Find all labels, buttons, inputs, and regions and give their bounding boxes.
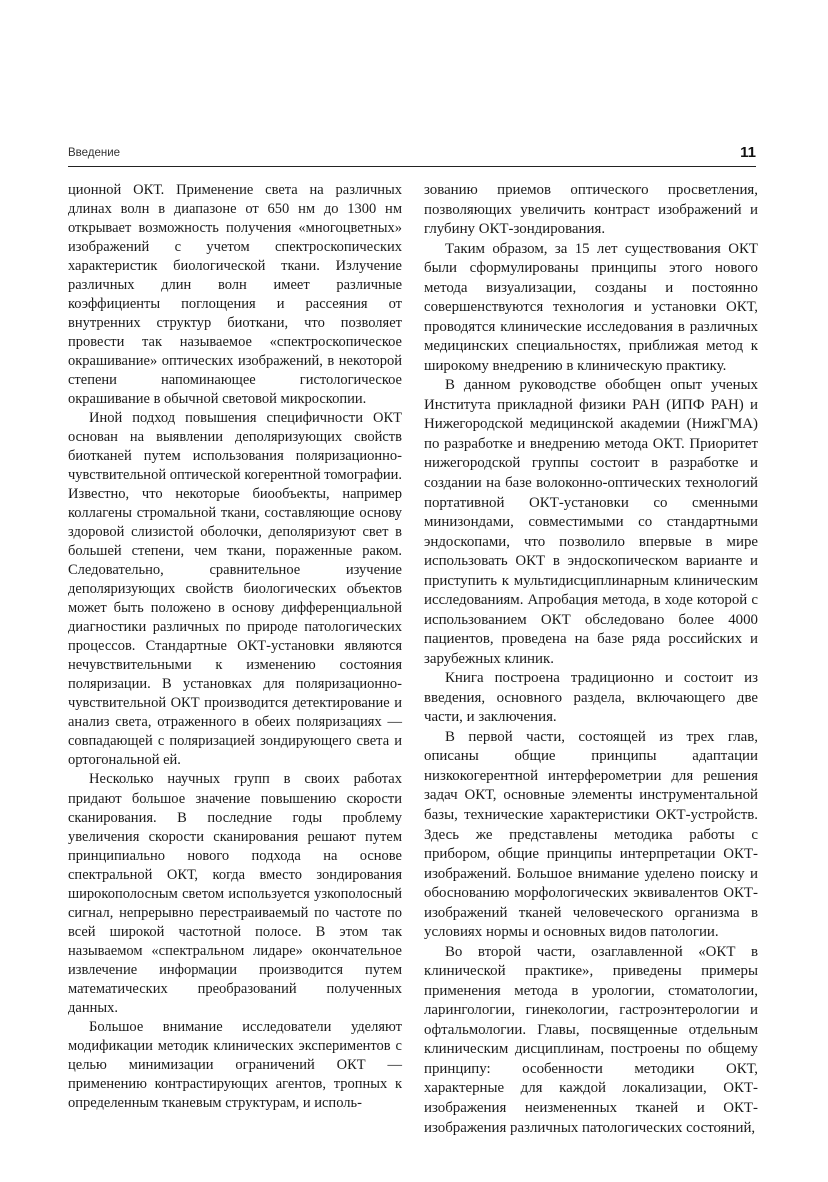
paragraph: Несколько научных групп в своих работах придают большое значение повышению скорости сканирования. В последние годы проблему увеличения скорости сканирования решают путем принципиально нового подхода на основе спектральной ОКТ, когда вместо зондирования широкополосным светом используется узкополосный сигнал, непрерывно перестраиваемый по частоте по всей широкой частотной полосе. В этом так называемом «спектральном лидаре» окончательное извлечение информации производится путем математических преобразований полученных данных. bbox=[68, 771, 402, 1016]
running-title: Введение bbox=[68, 147, 121, 159]
paragraph: Иной подход повышения специфичности ОКТ основан на выявлении деполяризующих свойств биотканей путем использования поляризационно-чувствительной оптической когерентной томографии. Известно, что некоторые биообъекты, например коллагены стромальной ткани, составляющие основу здоровой слизистой оболочки, деполяризуют свет в большей степени, чем ткани, пораженные раком. Следовательно, сравнительное изучение деполяризующих свойств биологических объектов может быть положено в основу дифференциальной диагностики различных по природе патологических процессов. Стандартные ОКТ-установки являются нечувствительными к изменению состояния поляризации. В установках для поляризационно-чувствительной ОКТ производится детектирование и анализ света, отраженного в обеих поляризациях — совпадающей с поляризацией зондирующего света и ортогональной ей. bbox=[68, 410, 402, 769]
paragraph: зованию приемов оптического просветления, позволяющих увеличить контраст изображений и глубину ОКТ-зондирования. bbox=[424, 182, 758, 238]
body-columns bbox=[68, 181, 758, 1136]
paragraph: В данном руководстве обобщен опыт ученых Института прикладной физики РАН (ИПФ РАН) и Нижегородской медицинской академии (НижГМА) по разработке и внедрению метода ОКТ. Приоритет нижегородской группы состоит в разработке и создании на базе волоконно-оптических технологий портативной ОКТ-установки со сменными минизондами, совместимыми со стандартными эндоскопами, что позволило впервые в мире использовать ОКТ в эндоскопическом варианте и приступить к мультидисциплинарным клиническим исследованиям. Апробация метода, в ходе которой с использованием ОКТ обследовано более 4000 пациентов, проведена на базе ряда российских и зарубежных клиник. bbox=[424, 377, 758, 667]
page-header bbox=[68, 144, 756, 164]
paragraph: ционной ОКТ. Применение света на различных длинах волн в диапазоне от 650 нм до 1300 нм открывает возможность получения «многоцветных» изображений с учетом спектроскопических характеристик биологической ткани. Излучение различных длин волн имеет различные коэффициенты поглощения и рассеяния от внутренних структур биоткани, что позволяет провести так называемое «спектроскопическое окрашивание» оптических изображений, в некоторой степени напоминающее гистологическое окрашивание в обычной световой микроскопии. bbox=[68, 182, 402, 408]
paragraph: Во второй части, озаглавленной «ОКТ в клинической практике», приведены примеры применения метода в урологии, стоматологии, ларингологии, гинекологии, гастроэнтерологии и офтальмологии. Главы, посвященные отдельным клиническим дисциплинам, построены по общему принципу: особенности методики ОКТ, характерные для каждой локализации, ОКТ-изображения неизмененных тканей и ОКТ-изображения различных патологических состояний, bbox=[424, 943, 758, 1136]
paragraph: Таким образом, за 15 лет существования ОКТ были сформулированы принципы этого нового метода визуализации, созданы и постоянно совершенствуются технология и установки ОКТ, проводятся клинические исследования в различных медицинских специальностях, приближая метод к широкому внедрению в клиническую практику. bbox=[424, 240, 758, 374]
paragraph: Большое внимание исследователи уделяют модификации методик клинических экспериментов с целью минимизации ограничений ОКТ — применению контрастирующих агентов, тропных к определенным тканевым структурам, и исполь- bbox=[68, 1018, 402, 1111]
paragraph: В первой части, состоящей из трех глав, описаны общие принципы адаптации низкокогерентной интерферометрии для решения задач ОКТ, основные элементы инструментальной базы, технические характеристики ОКТ-устройств. Здесь же представлены методика работы с прибором, общие принципы интерпретации ОКТ-изображений. Большое внимание уделено поиску и обоснованию морфологических эквивалентов ОКТ-изображений тканей человеческого организма в условиях нормы и основных видов патологии. bbox=[424, 728, 758, 941]
page-number: 11 bbox=[740, 144, 756, 161]
left-column bbox=[68, 181, 402, 1113]
header-rule bbox=[68, 166, 756, 167]
right-column bbox=[424, 181, 758, 1138]
paragraph: Книга построена традиционно и состоит из введения, основного раздела, включающего две части, и заключения. bbox=[424, 670, 758, 726]
